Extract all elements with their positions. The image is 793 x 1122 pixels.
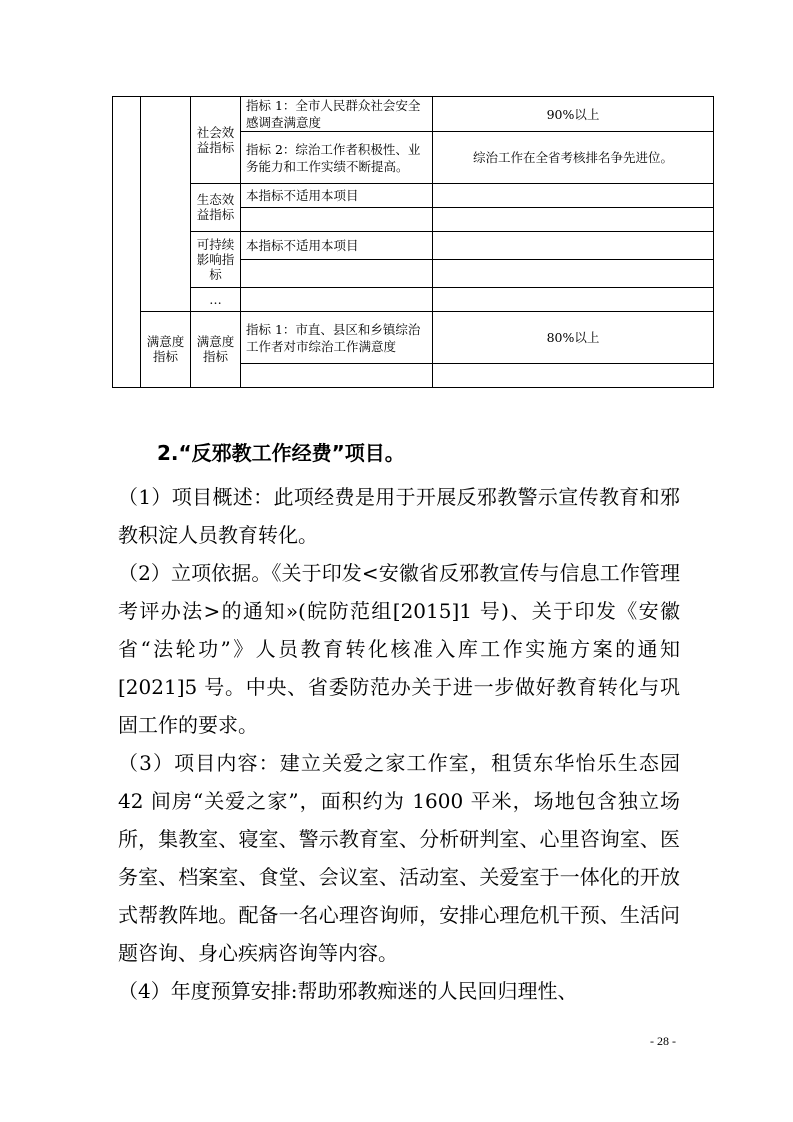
sustainable-indicator: 本指标不适用本项目 bbox=[241, 232, 433, 260]
social-value-1: 90%以上 bbox=[433, 97, 714, 132]
page-number: - 28 - bbox=[650, 1034, 676, 1048]
ellipsis-cell: … bbox=[191, 288, 241, 312]
section-heading: 2.“反邪教工作经费”项目。 bbox=[157, 441, 405, 465]
social-value-2: 综治工作在全省考核排名争先进位。 bbox=[433, 132, 714, 184]
performance-indicator-table bbox=[112, 96, 714, 388]
satisfaction-value-empty bbox=[433, 364, 714, 388]
sustainable-value bbox=[433, 232, 714, 260]
satisfaction-group-label: 满意度指标 bbox=[146, 334, 185, 364]
ellipsis-value-empty bbox=[433, 288, 714, 312]
table-outer-cell bbox=[113, 97, 141, 388]
satisfaction-indicator-empty bbox=[241, 364, 433, 388]
paragraph-content: （3）项目内容：建立关爱之家工作室，租赁东华怡乐生态园 42 间房“关爱之家”，面积约为 1600 平米，场地包含独立场所，集教室、寝室、警示教育室、分析研判室、心里咨询室、医务室、档案室、食堂、会议室、活动室、关爱室于一体化的开放式帮教阵地。配备一名心理咨询师，安排心理危机干预、生活问题咨询、身心疾病咨询等内容。 bbox=[118, 751, 680, 965]
paragraph-budget: （4）年度预算安排:帮助邪教痴迷的人民回归理性、 bbox=[118, 979, 578, 1003]
satisfaction-group-label-cell bbox=[141, 312, 191, 388]
social-benefit-label-cell bbox=[191, 97, 241, 184]
paragraph-basis: （2）立项依据。《关于印发<安徽省反邪教宣传与信息工作管理考评办法>的通知»(皖防范组[2015]1 号)、关于印发《安徽省“法轮功”》人员教育转化核准入库工作实施方案的通知[2021]5 号。中央、省委防范办关于进一步做好教育转化与巩固工作的要求。 bbox=[118, 561, 680, 737]
ecological-value bbox=[433, 184, 714, 208]
ellipsis-indicator-empty bbox=[241, 288, 433, 312]
ecological-indicator: 本指标不适用本项目 bbox=[241, 184, 433, 208]
social-benefit-label: 社会效益指标 bbox=[196, 124, 235, 155]
ecological-indicator-empty bbox=[241, 208, 433, 232]
satisfaction-label-cell bbox=[191, 312, 241, 388]
sustainable-impact-label: 可持续影响指标 bbox=[196, 236, 235, 282]
social-indicator-2: 指标 2：综治工作者积极性、业务能力和工作实绩不断提高。 bbox=[241, 132, 433, 184]
social-indicator-1: 指标 1：全市人民群众社会安全感调查满意度 bbox=[241, 97, 433, 132]
table-category-cell bbox=[141, 97, 191, 312]
sustainable-impact-label-cell bbox=[191, 232, 241, 288]
satisfaction-label: 满意度指标 bbox=[196, 334, 235, 364]
satisfaction-indicator: 指标 1：市直、县区和乡镇综治工作者对市综治工作满意度 bbox=[241, 312, 433, 364]
satisfaction-value: 80%以上 bbox=[433, 312, 714, 364]
paragraph-overview: （1）项目概述：此项经费是用于开展反邪教警示宣传教育和邪教积淀人员教育转化。 bbox=[118, 485, 680, 547]
ecological-benefit-label-cell bbox=[191, 184, 241, 232]
ecological-benefit-label: 生态效益指标 bbox=[196, 192, 235, 222]
sustainable-indicator-empty bbox=[241, 260, 433, 288]
ecological-value-empty bbox=[433, 208, 714, 232]
sustainable-value-empty bbox=[433, 260, 714, 288]
